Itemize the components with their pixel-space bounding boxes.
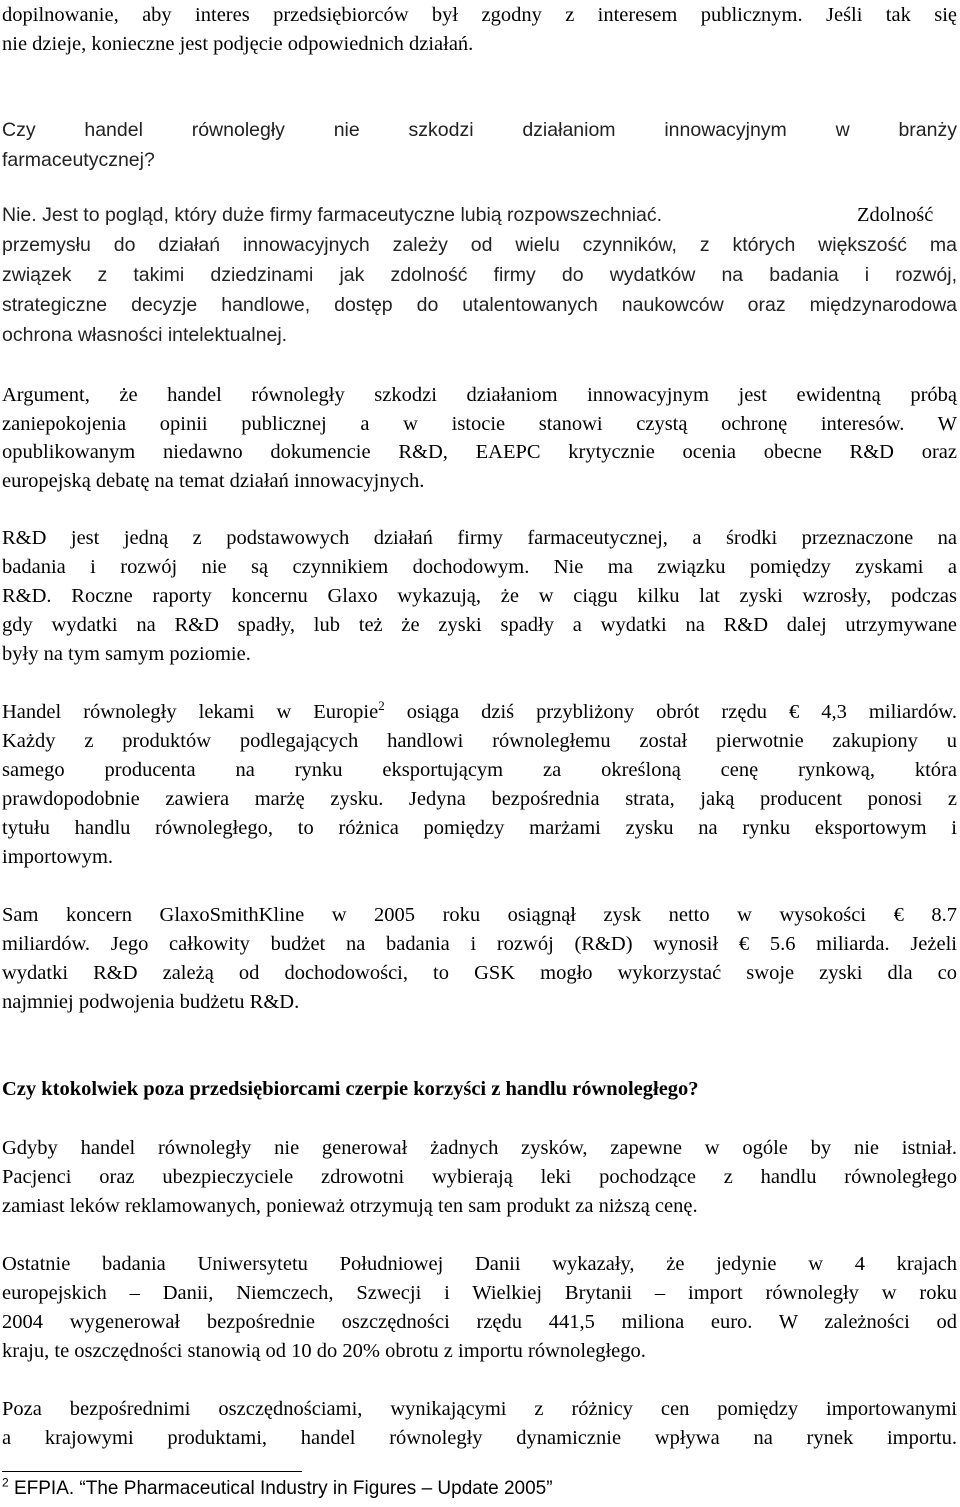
paragraph-line: Zdolność — [857, 204, 934, 226]
paragraph-line: najmniej podwojenia budżetu R&D. — [2, 991, 300, 1013]
paragraph-line: Pacjenci oraz ubezpieczyciele zdrowotni wybierają leki pochodzące z handlu równoległego — [2, 1166, 957, 1188]
section-heading: Czy handel równoległy nie szkodzi działaniom innowacyjnym w branży — [2, 119, 957, 141]
paragraph-line: zaniepokojenia opinii publicznej a w istocie stanowi czystą ochronę interesów. W — [2, 413, 957, 435]
paragraph-line: zamiast leków reklamowanych, ponieważ otrzymują ten sam produkt za niższą cenę. — [2, 1195, 698, 1217]
paragraph-line: Sam koncern GlaxoSmithKline w 2005 roku osiągnął zysk netto w wysokości € 8.7 — [2, 904, 957, 926]
paragraph-line: kraju, te oszczędności stanowią od 10 do 20% obrotu z importu równoległego. — [2, 1340, 646, 1362]
paragraph-line: a krajowymi produktami, handel równoległy dynamicznie wpływa na rynek importu. — [2, 1427, 957, 1449]
footnote-reference[interactable]: 2 — [378, 698, 385, 714]
paragraph-line: Ostatnie badania Uniwersytetu Południowej Danii wykazały, że jedynie w 4 krajach — [2, 1253, 957, 1275]
paragraph-line: importowym. — [2, 846, 114, 868]
section-heading: farmaceutycznej? — [2, 149, 155, 171]
paragraph-line: prawdopodobnie zawiera marżę zysku. Jedyna bezpośrednia strata, jaką producent ponosi z — [2, 788, 957, 810]
section-heading: Czy ktokolwiek poza przedsiębiorcami czerpie korzyści z handlu równoległego? — [2, 1078, 699, 1100]
paragraph-line: europejską debatę na temat działań innowacyjnych. — [2, 470, 425, 492]
paragraph-line: Gdyby handel równoległy nie generował żadnych zysków, zapewne w ogóle by nie istniał. — [2, 1137, 957, 1159]
paragraph-line: miliardów. Jego całkowity budżet na badania i rozwój (R&D) wynosił € 5.6 miliarda. Jeżeli — [2, 933, 957, 955]
paragraph-line: strategiczne decyzje handlowe, dostęp do utalentowanych naukowców oraz międzynarodowa — [2, 294, 957, 316]
paragraph-line: wydatki R&D zależą od dochodowości, to GSK mogło wykorzystać swoje zyski dla co — [2, 962, 957, 984]
paragraph-text: Handel równoległy lekami w Europie — [2, 701, 379, 723]
footnote — [2, 1474, 702, 1504]
paragraph-line: dopilnowanie, aby interes przedsiębiorców był zgodny z interesem publicznym. Jeśli tak się — [2, 4, 957, 26]
footnote-separator — [2, 1471, 302, 1472]
footnote-number: 2 — [2, 1475, 9, 1490]
paragraph-line: 2004 wygenerował bezpośrednie oszczędności rzędu 441,5 miliona euro. W zależności od — [2, 1311, 957, 1333]
paragraph-line: Nie. Jest to pogląd, który duże firmy farmaceutyczne lubią rozpowszechniać. — [2, 204, 663, 226]
paragraph-line: przemysłu do działań innowacyjnych zależy od wielu czynników, z których większość ma — [2, 234, 957, 256]
paragraph-line: Każdy z produktów podlegających handlowi równoległemu został pierwotnie zakupiony u — [2, 730, 957, 752]
paragraph-line: gdy wydatki na R&D spadły, lub też że zyski spadły a wydatki na R&D dalej utrzymywane — [2, 614, 957, 636]
paragraph-line: związek z takimi dziedzinami jak zdolność firmy do wydatków na badania i rozwój, — [2, 264, 957, 286]
paragraph-line: badania i rozwój nie są czynnikiem dochodowym. Nie ma związku pomiędzy zyskami a — [2, 556, 957, 578]
paragraph-line: europejskich – Danii, Niemczech, Szwecji i Wielkiej Brytanii – import równoległy w roku — [2, 1282, 957, 1304]
paragraph-line: Poza bezpośrednimi oszczędnościami, wynikającymi z różnicy cen pomiędzy importowanymi — [2, 1398, 957, 1420]
paragraph-line: ochrona własności intelektualnej. — [2, 324, 288, 346]
paragraph-text: osiąga dziś przybliżony obrót rzędu € 4,3 miliardów. — [384, 701, 957, 723]
paragraph-line: tytułu handlu równoległego, to różnica pomiędzy marżami zysku na rynku eksportowym i — [2, 817, 957, 839]
paragraph-line: opublikowanym niedawno dokumencie R&D, EAEPC krytycznie ocenia obecne R&D oraz — [2, 441, 957, 463]
footnote-text: EFPIA. “The Pharmaceutical Industry in Figures – Update 2005” — [8, 1478, 553, 1499]
paragraph-line: R&D jest jedną z podstawowych działań firmy farmaceutycznej, a środki przeznaczone na — [2, 527, 957, 549]
paragraph-line — [2, 697, 957, 727]
paragraph-line: nie dzieje, konieczne jest podjęcie odpowiednich działań. — [2, 33, 474, 55]
paragraph-line: Argument, że handel równoległy szkodzi działaniom innowacyjnym jest ewidentną próbą — [2, 384, 957, 406]
paragraph-line: samego producenta na rynku eksportującym za określoną cenę rynkową, która — [2, 759, 957, 781]
paragraph-line: R&D. Roczne raporty koncernu Glaxo wykazują, że w ciągu kilku lat zyski wzrosły, podczas — [2, 585, 957, 607]
paragraph-line: były na tym samym poziomie. — [2, 643, 251, 665]
